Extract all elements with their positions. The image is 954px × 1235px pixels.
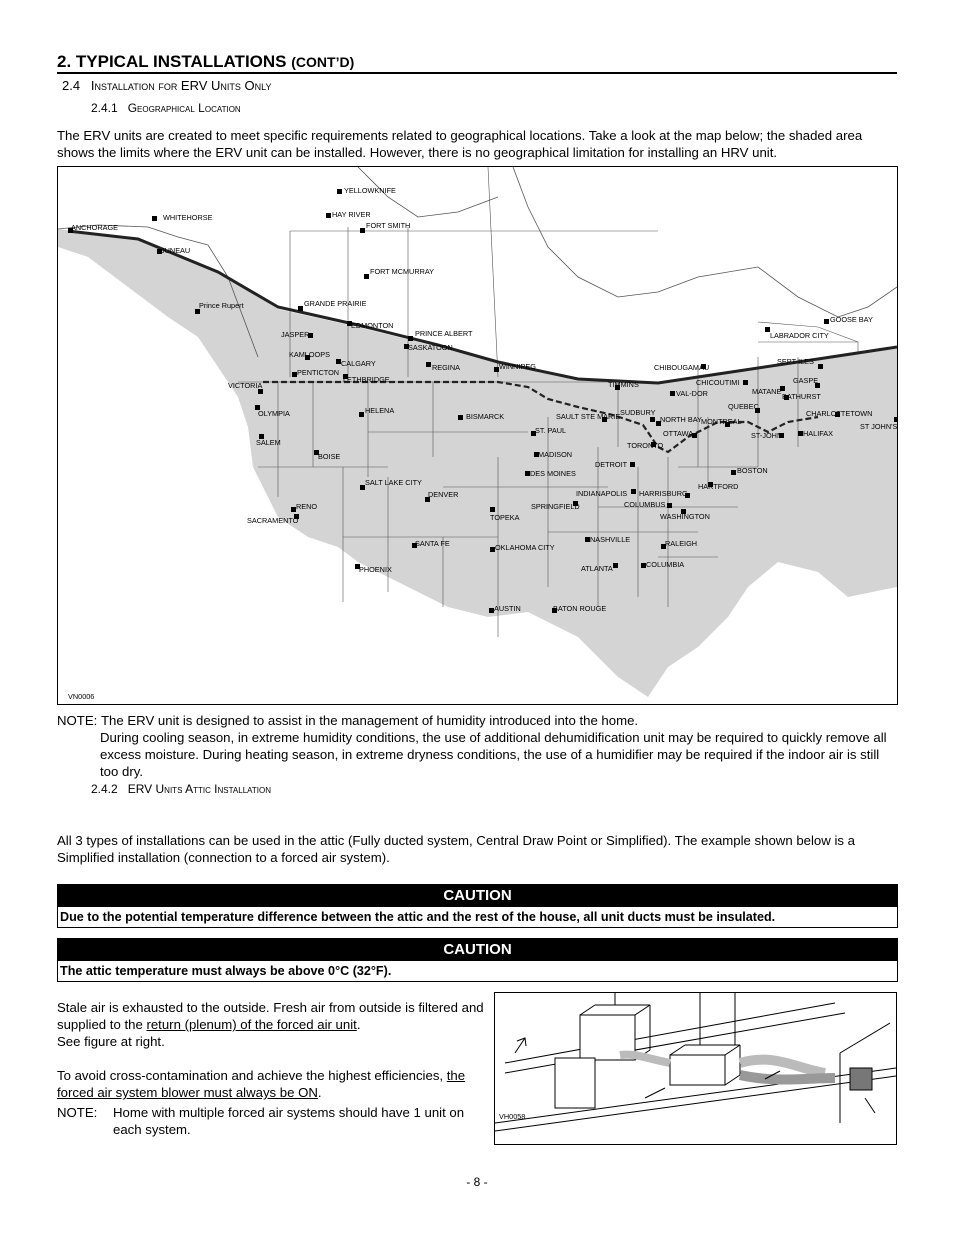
city-label: NASHVILLE (590, 535, 631, 544)
city-label: NORTH BAY (660, 415, 702, 424)
city-label: HALIFAX (803, 429, 834, 438)
city-label: SUDBURY (620, 408, 656, 417)
city-label: OLYMPIA (258, 409, 290, 418)
city-label: SALT LAKE CITY (365, 478, 422, 487)
city-label: SAULT STE MARIE (556, 412, 621, 421)
city-marker (408, 336, 413, 341)
city-marker (670, 391, 675, 396)
city-label: COLUMBIA (646, 560, 685, 569)
city-label: RALEIGH (665, 539, 698, 548)
city-label: JUNEAU (161, 246, 191, 255)
city-label: PENTICTON (297, 368, 340, 377)
city-label: VICTORIA (228, 381, 263, 390)
city-label: FORT SMITH (366, 221, 411, 230)
stale-air-paragraph: Stale air is exhausted to the outside. Fresh air from outside is filtered and supplied to the return (plenum) of the forced air unit. See figure at right. (57, 1000, 484, 1049)
city-label: KAMLOOPS (289, 350, 330, 359)
blower-on-text: the forced air system blower must always be ON (57, 1068, 466, 1100)
caution-box-temperature (57, 938, 898, 982)
note-label: NOTE: (57, 713, 98, 728)
city-label: SACRAMENTO (247, 516, 299, 525)
city-label: COLUMBUS (624, 500, 666, 509)
city-label: AUSTIN (494, 604, 521, 613)
city-label: MADISON (538, 450, 573, 459)
city-label: CALGARY (341, 359, 376, 368)
city-marker (613, 563, 618, 568)
city-label: TOPEKA (490, 513, 520, 522)
city-label: OKLAHOMA CITY (495, 543, 555, 552)
city-label: SPRINGFIELD (531, 502, 580, 511)
city-label: YELLOWKNIFE (344, 186, 396, 195)
city-label: PRINCE ALBERT (415, 329, 473, 338)
city-marker (298, 306, 303, 311)
city-marker (152, 216, 157, 221)
city-label: ST-JOHN (751, 431, 783, 440)
city-label: VAL-DOR (676, 389, 708, 398)
city-label: CHARLOTTETOWN (806, 409, 873, 418)
subsection-2-4-1-heading: 2.4.1 Geographical Location (91, 101, 241, 115)
city-label: JASPER (281, 330, 310, 339)
city-marker (650, 417, 655, 422)
city-label: BATON ROUGE (553, 604, 607, 613)
city-label: ST JOHN'S (860, 422, 898, 431)
intro-paragraph: The ERV units are created to meet specific requirements related to geographical locations. Take a look at the map below; the shaded area shows the limits where the ERV unit can be installed. However, there is no geographical limitation for installing an HRV unit. (57, 128, 863, 160)
city-label: CHIBOUGAMAU (654, 363, 710, 372)
subsection-2-4-heading: 2.4 Installation for ERV Units Only (62, 78, 272, 93)
city-label: BATHURST (782, 392, 821, 401)
city-label: CHICOUTIMI (696, 378, 740, 387)
city-label: TORONTO (627, 441, 664, 450)
city-label: DETROIT (595, 460, 628, 469)
city-label: REGINA (432, 363, 460, 372)
city-label: TIMMINS (608, 380, 639, 389)
city-label: LABRADOR CITY (770, 331, 829, 340)
city-label: DES MOINES (530, 469, 576, 478)
shaded-installation-area (58, 229, 897, 697)
city-label: GASPE (793, 376, 819, 385)
city-label: BISMARCK (466, 412, 505, 421)
city-label: INDIANAPOLIS (576, 489, 628, 498)
section-rule (57, 72, 897, 74)
city-label: HARTFORD (698, 482, 739, 491)
attic-installation-figure (494, 992, 897, 1145)
city-label: GOOSE BAY (830, 315, 873, 324)
city-label: DENVER (428, 490, 459, 499)
city-label: ATLANTA (581, 564, 613, 573)
city-label: HELENA (365, 406, 395, 415)
city-label: WHITEHORSE (163, 213, 213, 222)
city-label: PHOENIX (359, 565, 392, 574)
city-marker (490, 507, 495, 512)
city-marker (359, 412, 364, 417)
note-2-text: Home with multiple forced air systems should have 1 unit on each system. (113, 1105, 465, 1137)
section-title: 2. TYPICAL INSTALLATIONS (CONT’D) (57, 52, 355, 71)
city-marker (426, 362, 431, 367)
caution-box-insulation (57, 884, 898, 928)
city-label: OTTAWA (663, 429, 694, 438)
city-label: GRANDE PRAIRIE (304, 299, 367, 308)
return-plenum-text: return (plenum) of the forced air unit (146, 1017, 357, 1032)
city-label: QUEBEC (728, 402, 759, 411)
city-label: SALEM (256, 438, 281, 447)
city-label: ANCHORAGE (71, 223, 119, 232)
city-label: MATANE (752, 387, 782, 396)
city-label: SEPT-ILES (777, 357, 814, 366)
city-marker (743, 380, 748, 385)
attic-figure-drawing (495, 993, 896, 1144)
caution-heading: CAUTION (58, 885, 897, 907)
subsection-2-4-2-heading: 2.4.2 ERV Units Attic Installation (91, 782, 272, 796)
city-marker (337, 189, 342, 194)
city-label: ST. PAUL (535, 426, 567, 435)
city-label: LETHBRIDGE (343, 375, 390, 384)
city-marker (326, 213, 331, 218)
city-label: EDMONTON (351, 321, 394, 330)
city-label: SASKATOON (408, 343, 453, 352)
figure-code: VH0058 (499, 1112, 526, 1121)
caution-text: Due to the potential temperature difference between the attic and the rest of the house, all unit ducts must be insulated. (60, 910, 776, 924)
erv-installation-map (57, 166, 898, 705)
city-label: WASHINGTON (660, 512, 710, 521)
city-marker (731, 470, 736, 475)
city-marker (360, 228, 365, 233)
city-label: RENO (296, 502, 318, 511)
city-marker (458, 415, 463, 420)
city-marker (667, 503, 672, 508)
attic-intro-paragraph: All 3 types of installations can be used in the attic (Fully ducted system, Central Draw Point or Simplified). The example shown below is a Simplified installation (connection to a forced air system). (57, 833, 855, 865)
city-label: MONTREAL (701, 417, 742, 426)
city-marker (818, 364, 823, 369)
city-label: BOISE (318, 452, 341, 461)
caution-heading: CAUTION (58, 939, 897, 961)
city-label: BOSTON (737, 466, 768, 475)
note-body: During cooling season, in extreme humidity conditions, the use of additional dehumidification unit may be required to quickly remove all excess moisture. During heating season, in extreme dryness conditions, the use of a humidifier may be required if the indoor air is still too dry. (100, 730, 887, 779)
city-label: SANTA FE (415, 539, 450, 548)
city-label: HARRISBURG (639, 489, 688, 498)
note-line-1: The ERV unit is designed to assist in the management of humidity introduced into the home. (101, 713, 639, 728)
map-code: VN0006 (68, 692, 95, 701)
page-number: - 8 - (466, 1175, 488, 1189)
city-label: Prince Rupert (199, 301, 244, 310)
city-label: HAY RIVER (332, 210, 371, 219)
city-marker (824, 319, 829, 324)
cross-contamination-paragraph: To avoid cross-contamination and achieve the highest efficiencies, the forced air system blower must always be ON. (57, 1068, 466, 1100)
city-label: WINNIPEG (499, 362, 536, 371)
city-marker (630, 462, 635, 467)
city-label: FORT MCMURRAY (370, 267, 435, 276)
city-marker (631, 489, 636, 494)
caution-text: The attic temperature must always be above 0°C (32°F). (60, 964, 392, 978)
city-marker (364, 274, 369, 279)
note-2-label: NOTE: (57, 1105, 98, 1120)
